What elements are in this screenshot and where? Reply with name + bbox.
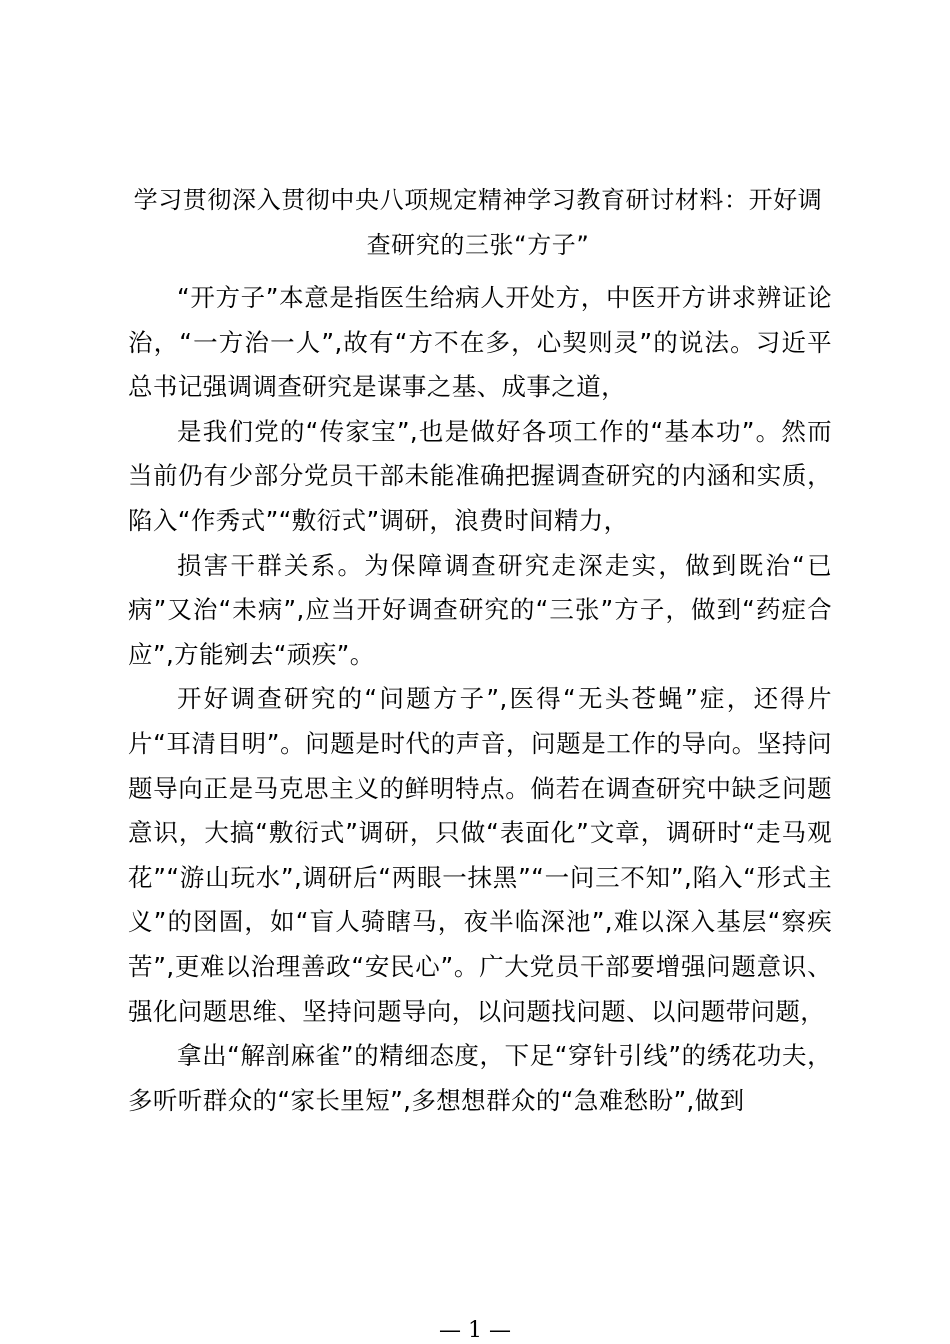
page-number: — 1 — (439, 1318, 511, 1343)
paragraph-5: 拿出“解剖麻雀”的精细态度，下足“穿针引线”的绣花功夫，多听听群众的“家长里短”,多想想群众的“急难愁盼”,做到 (128, 1041, 832, 1115)
paragraph-3: 损害干群关系。为保障调查研究走深走实，做到既治“已病”又治“未病”,应当开好调查研究的“三张”方子，做到“药症合应”,方能剜去“顽疾”。 (128, 550, 832, 669)
document-body (128, 276, 832, 1123)
document-title: 学习贯彻深入贯彻中央八项规定精神学习教育研讨材料：开好调查研究的三张“方子” (133, 186, 823, 259)
paragraph-2: 是我们党的“传家宝”,也是做好各项工作的“基本功”。然而当前仍有少部分党员干部未能准确把握调查研究的内涵和实质，陷入“作秀式”“敷衍式”调研，浪费时间精力， (128, 416, 832, 535)
paragraph-1: “开方子”本意是指医生给病人开处方，中医开方讲求辨证论治，“一方治一人”,故有“方不在多，心契则灵”的说法。习近平总书记强调调查研究是谋事之基、成事之道， (128, 283, 832, 402)
paragraph-4: 开好调查研究的“问题方子”,医得“无头苍蝇”症，还得片片“耳清目明”。问题是时代的声音，问题是工作的导向。坚持问题导向正是马克思主义的鲜明特点。倘若在调查研究中缺乏问题意识，大搞“敷衍式”调研，只做“表面化”文章，调研时“走马观花”“游山玩水”,调研后“两眼一抹黑”“一问三不知”,陷入“形式主义”的囹圄，如“盲人骑瞎马，夜半临深池”,难以深入基层“察疾苦”,更难以治理善政“安民心”。广大党员干部要增强问题意识、强化问题思维、坚持问题导向，以问题找问题、以问题带问题， (128, 684, 832, 1026)
